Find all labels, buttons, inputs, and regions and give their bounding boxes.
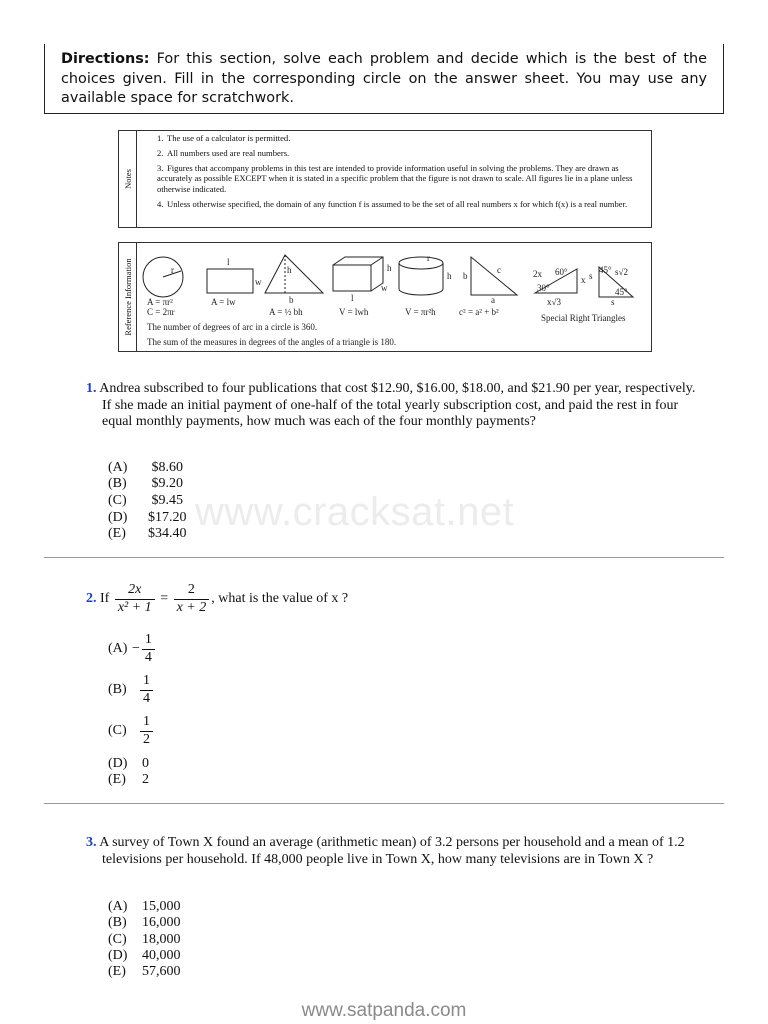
note-item: 1. The use of a calculator is permitted.: [157, 133, 291, 143]
choice-3b[interactable]: (B) 16,000: [108, 915, 181, 930]
choice-3a[interactable]: (A) 15,000: [108, 899, 181, 914]
reference-figures: [137, 243, 651, 353]
reference-fact-arc: The number of degrees of arc in a circle is 360.: [147, 322, 318, 332]
sp-sr2-label: s√2: [615, 267, 628, 277]
right-b-label: b: [463, 271, 468, 281]
circle-r-label: r: [171, 265, 174, 275]
question-2-suffix: , what is the value of x ?: [211, 591, 349, 607]
sp-s2-label: s: [611, 297, 615, 307]
choice-1b[interactable]: (B) $9.20: [108, 476, 183, 491]
sp-30-label: 30°: [537, 283, 550, 293]
question-2: 2. If $\frac{2x}{\text{x² + 1}}$ = $\frac{2}{x + 2}$ , what is the value of x ?: [86, 582, 349, 615]
circle-circumference-formula: C = 2πr: [147, 307, 175, 317]
question-1: [86, 381, 702, 431]
choice-2b[interactable]: (B) $\frac{1}{4}$: [108, 673, 155, 707]
cylinder-figure: [399, 257, 443, 295]
sp-45b-label: 45°: [615, 287, 628, 297]
notes-list: [157, 133, 637, 214]
right-triangle-figure: [471, 257, 517, 295]
question-1-text: Andrea subscribed to four publications that cost $12.90, $16.00, $18.00, and $21.90 per year, respectively. If she made an initial payment of one-half of the total yearly subscription cost, and paid the rest in four equal monthly payments, how much was each of the four monthly payments?: [99, 381, 696, 429]
choice-2e[interactable]: (E) 2: [108, 772, 149, 787]
directions-label: Directions:: [61, 51, 150, 67]
sp-2x-label: 2x: [533, 269, 542, 279]
rect-area-formula: A = lw: [211, 297, 236, 307]
circle-figure: [143, 257, 183, 297]
question-3-number: 3.: [86, 835, 97, 850]
cyl-h-label: h: [447, 271, 452, 281]
right-c-label: c: [497, 265, 501, 275]
question-2-fraction-left: $\frac{2x}{\text{x² + 1}}$: [115, 582, 155, 616]
special-right-triangles-label: Special Right Triangles: [541, 313, 626, 323]
circle-area-formula: A = πr²: [147, 297, 173, 307]
directions-text: For this section, solve each problem and decide which is the best of the choices given. Fill in the corresponding circle on the answer sheet. You may use any available space for scratchwork.: [61, 51, 707, 106]
note-item: 3. Figures that accompany problems in this test are intended to provide information useful in solving the problems. They are drawn as accurately as possible EXCEPT when it is stated in a specific problem that the figure is not drawn to scale. All figures lie in a plane unless otherwise indicated.: [157, 162, 633, 195]
cylinder-volume-formula: V = πr²h: [405, 307, 436, 317]
reference-box: [118, 242, 652, 352]
reference-fact-triangle-sum: The sum of the measures in degrees of the angles of a triangle is 180.: [147, 337, 397, 347]
box-h-label: h: [387, 263, 392, 273]
tri-area-formula: A = ½ bh: [269, 307, 303, 317]
rect-w-label: w: [255, 277, 262, 287]
notes-box: [118, 130, 652, 228]
question-3-text: A survey of Town X found an average (arithmetic mean) of 3.2 persons per household and a mean of 1.2 televisions per household. If 48,000 people live in Town X, how many televisions are in Town X ?: [99, 835, 685, 867]
choice-1c[interactable]: (C) $9.45: [108, 493, 183, 508]
rect-l-label: l: [227, 257, 230, 267]
pythagorean-formula: c² = a² + b²: [459, 307, 499, 317]
sp-60-label: 60°: [555, 267, 568, 277]
choice-2a[interactable]: (A) − $\frac{1}{4}$: [108, 632, 157, 666]
choice-3e[interactable]: (E) 57,600: [108, 964, 181, 979]
reference-side-label: Reference Information: [119, 243, 137, 351]
question-2-fraction-right: $\frac{2}{x + 2}$: [174, 582, 210, 616]
choice-1d[interactable]: (D) $17.20: [108, 510, 187, 525]
choice-2c[interactable]: (C) $\frac{1}{2}$: [108, 714, 155, 748]
cyl-r-label: r: [427, 253, 430, 263]
rectangle-figure: [207, 269, 253, 293]
tri-b-label: b: [289, 295, 294, 305]
question-1-number: 1.: [86, 381, 97, 396]
sp-x-label: x: [581, 275, 586, 285]
sp-xr3-label: x√3: [547, 297, 561, 307]
note-item: 2. All numbers used are real numbers.: [157, 147, 290, 158]
question-2-number: 2.: [86, 591, 97, 607]
question-2-prefix: If: [100, 591, 110, 607]
sp-s-label: s: [589, 271, 593, 281]
notes-side-label: Notes: [119, 131, 137, 227]
choice-2d[interactable]: (D) 0: [108, 756, 149, 771]
footer-site: www.satpanda.com: [301, 1000, 467, 1021]
choice-3c[interactable]: (C) 18,000: [108, 932, 181, 947]
box-w-label: w: [381, 283, 388, 293]
sp-45a-label: 45°: [599, 265, 612, 275]
note-item: 4. Unless otherwise specified, the domain of any function f is assumed to be the set of all real numbers x for which f(x) is a real number.: [157, 198, 628, 209]
divider: [44, 803, 724, 804]
right-a-label: a: [491, 295, 495, 305]
box-l-label: l: [351, 293, 354, 303]
watermark: www.cracksat.net: [195, 490, 515, 534]
box-volume-formula: V = lwh: [339, 307, 369, 317]
divider: [44, 557, 724, 558]
choice-3d[interactable]: (D) 40,000: [108, 948, 181, 963]
triangle-figure: [265, 255, 323, 293]
choice-1e[interactable]: (E) $34.40: [108, 526, 187, 541]
box-figure: [333, 257, 383, 291]
question-3: [86, 835, 712, 868]
tri-h-label: h: [287, 265, 292, 275]
choice-1a[interactable]: (A) $8.60: [108, 460, 183, 475]
directions-box: [44, 44, 724, 114]
